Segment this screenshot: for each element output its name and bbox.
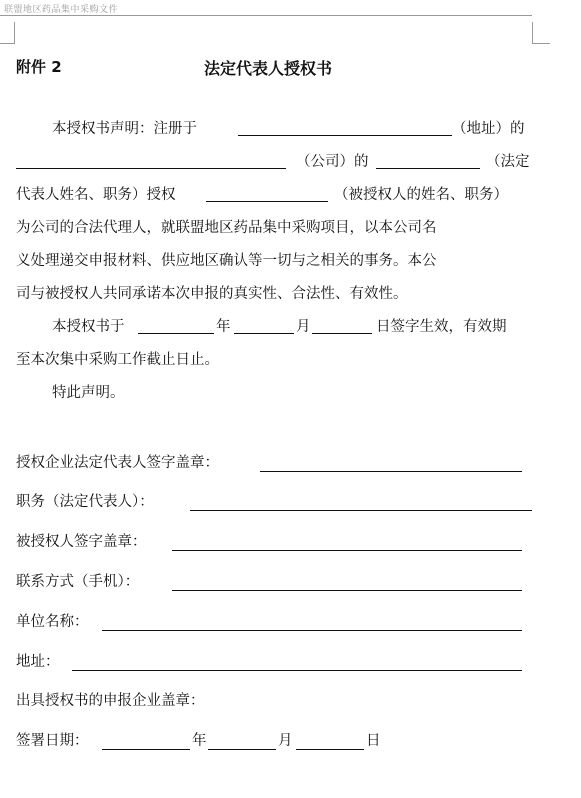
address-line[interactable] [72, 669, 522, 671]
paragraph-1-line-5: 义处理递交申报材料、供应地区确认等一切与之相关的事务。本公 [16, 253, 437, 269]
position-line[interactable] [190, 509, 532, 511]
text-segment: 代表人姓名、职务）授权 [16, 187, 176, 203]
text-segment: （被授权人的姓名、职务） [334, 187, 508, 203]
margin-mark-left-v [14, 22, 15, 44]
field-label: 授权企业法定代表人签字盖章： [16, 455, 219, 471]
field-label: 单位名称： [16, 614, 89, 630]
text-segment: 日签字生效，有效期 [376, 319, 507, 335]
document-title: 法定代表人授权书 [204, 59, 333, 78]
field-label: 出具授权书的申报企业盖章： [16, 693, 205, 709]
field-label: 签署日期： [16, 733, 89, 749]
paragraph-1-line-6: 司与被授权人共同承诺本次申报的真实性、合法性、有效性。 [16, 286, 408, 302]
paragraph-1-line-3 [16, 184, 536, 206]
year-label: 年 [216, 319, 231, 335]
company-blank [16, 152, 286, 169]
legal-rep-blank [376, 152, 480, 169]
attachment-label: 附件 2 [16, 58, 62, 76]
date-year-label: 年 [192, 733, 207, 749]
date-month-line[interactable] [208, 748, 276, 750]
margin-mark-right-h [532, 43, 550, 44]
date-day-label: 日 [366, 733, 381, 749]
text-segment: 本授权书声明：注册于 [52, 121, 197, 137]
month-label: 月 [296, 319, 311, 335]
field-label: 联系方式（手机）： [16, 574, 140, 590]
text-segment: 本授权书于 [52, 319, 125, 335]
paragraph-1-line-1 [16, 118, 536, 140]
text-segment: （地址）的 [452, 121, 525, 137]
header-rule [0, 15, 532, 16]
field-label: 地址： [16, 654, 60, 670]
grantee-blank [206, 185, 328, 202]
text-segment: （公司）的 [296, 154, 369, 170]
year-blank [138, 317, 214, 334]
grantee-signature-line[interactable] [172, 549, 522, 551]
field-issuer-seal [16, 690, 536, 712]
running-header: 联盟地区药品集中采购文件 [4, 5, 119, 15]
field-label: 职务（法定代表人）： [16, 494, 154, 510]
margin-mark-right-v [532, 22, 533, 44]
paragraph-3 [16, 382, 536, 404]
field-company-name [16, 611, 536, 633]
field-address [16, 651, 536, 673]
margin-mark-left-h [0, 43, 15, 44]
field-grantee-sign [16, 531, 536, 553]
signature-line[interactable] [260, 470, 522, 472]
closing-statement: 特此声明。 [52, 385, 125, 401]
field-legal-rep-sign [16, 452, 536, 474]
month-blank [234, 317, 294, 334]
contact-line[interactable] [172, 589, 522, 591]
company-name-line[interactable] [102, 629, 522, 631]
date-day-line[interactable] [296, 748, 364, 750]
address-blank [238, 119, 452, 136]
field-sign-date [16, 730, 536, 752]
date-month-label: 月 [278, 733, 293, 749]
text-segment: （法定 [486, 154, 530, 170]
day-blank [312, 317, 372, 334]
paragraph-1-line-4: 为公司的合法代理人，就联盟地区药品集中采购项目，以本公司名 [16, 220, 437, 236]
paragraph-1-line-2 [16, 151, 536, 173]
date-year-line[interactable] [102, 748, 190, 750]
field-contact [16, 571, 536, 593]
paragraph-2-line-2: 至本次集中采购工作截止日止。 [16, 352, 219, 368]
paragraph-2-line-1 [16, 316, 536, 338]
title-row [16, 56, 556, 78]
field-label: 被授权人签字盖章： [16, 534, 147, 550]
field-position [16, 491, 536, 513]
